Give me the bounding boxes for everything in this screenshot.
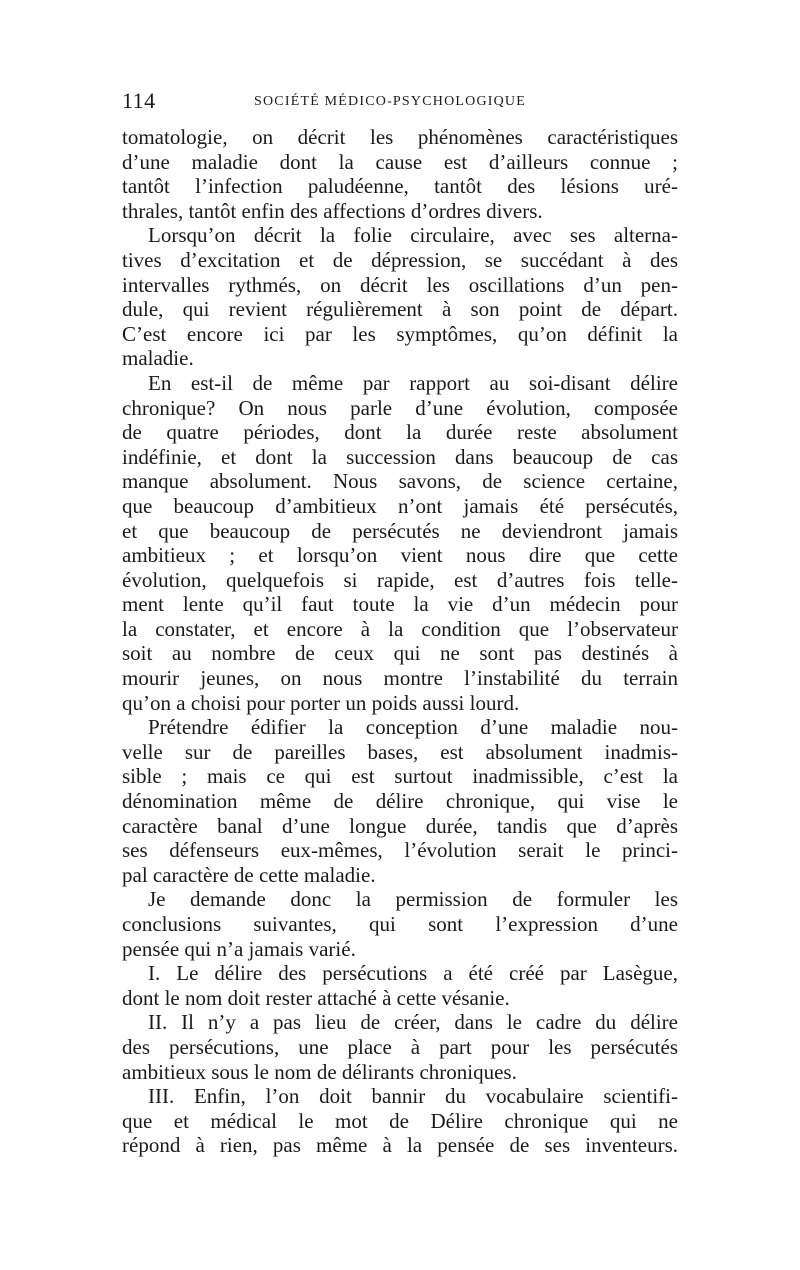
text-line: II. Il n’y a pas lieu de créer, dans le cadre du délire [148, 1010, 678, 1035]
text-line: ment lente qu’il faut toute la vie d’un médecin pour [122, 592, 678, 617]
text-line: pensée qui n’a jamais varié. [122, 936, 356, 961]
body-text [122, 125, 678, 1158]
text-line: intervalles rythmés, on décrit les oscillations d’un pen- [122, 272, 678, 297]
text-line: conclusions suivantes, qui sont l’expression d’une [122, 912, 678, 936]
text-line: tantôt l’infection paludéenne, tantôt des lésions uré- [122, 174, 678, 199]
text-line: manque absolument. Nous savons, de science certaine, [122, 469, 678, 494]
text-line: la constater, et encore à la condition que l’observateur [122, 616, 678, 641]
text-line: tomatologie, on décrit les phénomènes caractéristiques [122, 125, 678, 149]
text-line: dénomination même de délire chronique, qui vise le [122, 789, 678, 814]
text-line: Lorsqu’on décrit la folie circulaire, avec ses alterna- [148, 223, 678, 248]
text-line: pal caractère de cette maladie. [122, 862, 376, 887]
text-line: caractère banal d’une longue durée, tandis que d’après [122, 813, 678, 838]
text-line: ses défenseurs eux-mêmes, l’évolution serait le princi- [122, 838, 678, 863]
text-line: I. Le délire des persécutions a été créé par Lasègue, [148, 961, 678, 986]
text-line: de quatre périodes, dont la durée reste absolument [122, 420, 678, 445]
text-line: Je demande donc la permission de formuler les [148, 887, 678, 912]
text-line: tives d’excitation et de dépression, se succédant à des [122, 247, 678, 272]
text-line: des persécutions, une place à part pour les persécutés [122, 1034, 678, 1059]
text-line: indéfinie, et dont la succession dans beaucoup de cas [122, 444, 678, 469]
text-line: mourir jeunes, on nous montre l’instabilité du terrain [122, 666, 678, 691]
page-header [122, 88, 678, 118]
text-line: thrales, tantôt enfin des affections d’ordres divers. [122, 198, 543, 223]
text-line: répond à rien, pas même à la pensée de ses inventeurs. [122, 1133, 678, 1158]
text-line: et que beaucoup de persécutés ne deviendront jamais [122, 518, 678, 543]
text-line: maladie. [122, 346, 194, 371]
text-line: dont le nom doit rester attaché à cette vésanie. [122, 985, 510, 1010]
text-line: ambitieux sous le nom de délirants chroniques. [122, 1059, 517, 1084]
page-number: 114 [122, 88, 156, 113]
text-line: En est-il de même par rapport au soi-disant délire [148, 370, 678, 395]
text-line: dule, qui revient régulièrement à son point de départ. [122, 297, 678, 322]
text-line: velle sur de pareilles bases, est absolument inadmis- [122, 739, 678, 764]
text-line: Prétendre édifier la conception d’une maladie nou- [148, 715, 678, 740]
text-line: évolution, quelquefois si rapide, est d’autres fois telle- [122, 567, 678, 592]
text-line: III. Enfin, l’on doit bannir du vocabulaire scientifi- [148, 1084, 678, 1109]
text-line: qu’on a choisi pour porter un poids aussi lourd. [122, 690, 520, 715]
text-line: chronique? On nous parle d’une évolution, composée [122, 395, 678, 420]
text-line: que et médical le mot de Délire chronique qui ne [122, 1108, 678, 1133]
text-line: sible ; mais ce qui est surtout inadmissible, c’est la [122, 764, 678, 789]
running-head: SOCIÉTÉ MÉDICO-PSYCHOLOGIQUE [254, 94, 526, 109]
text-line: soit au nombre de ceux qui ne sont pas destinés à [122, 641, 678, 666]
text-line: d’une maladie dont la cause est d’ailleurs connue ; [122, 149, 678, 174]
text-line: que beaucoup d’ambitieux n’ont jamais été persécutés, [122, 493, 678, 518]
text-line: ambitieux ; et lorsqu’on vient nous dire que cette [122, 543, 678, 568]
text-line: C’est encore ici par les symptômes, qu’on définit la [122, 321, 678, 346]
